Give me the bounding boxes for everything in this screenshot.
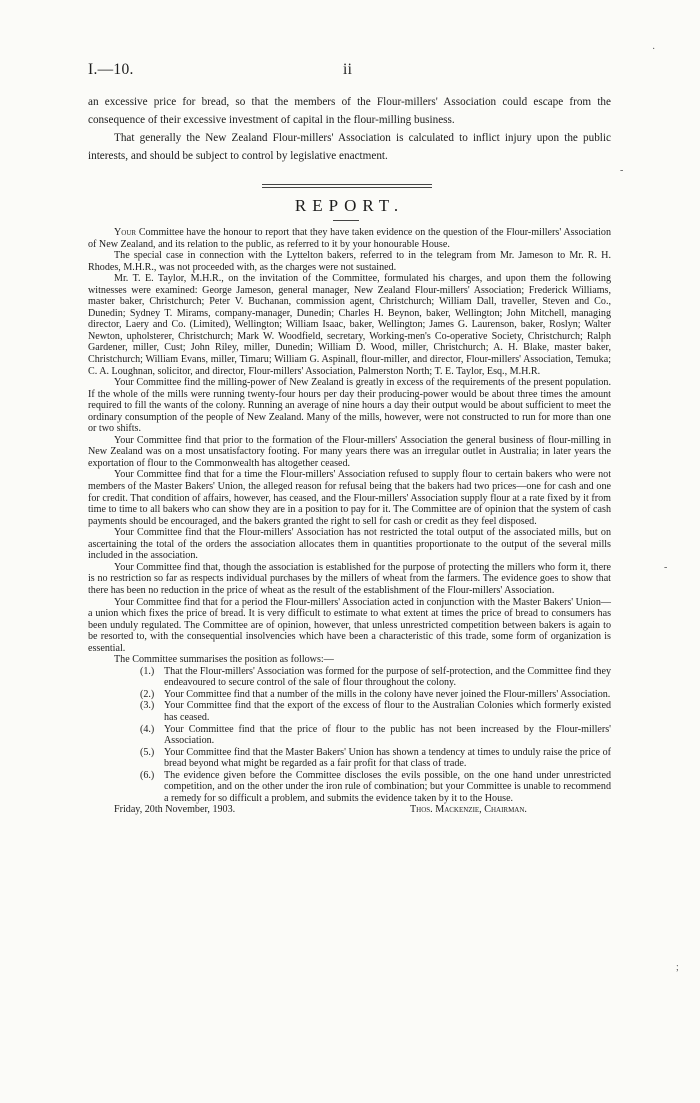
report-paragraph: Your Committee find that the Flour-millers' Association has not restricted the total output of the associated mills, but on ascertaining the total of the orders the association allocates them in quantities proportionate to the output of the several mills included in the association. — [88, 527, 611, 562]
report-title: REPORT. — [294, 196, 405, 215]
margin-mark: ; — [676, 962, 679, 973]
summary-item: (5.) Your Committee find that the Master Bakers' Union has shown a tendency at times to unduly raise the price of bread beyond what might be regarded as a fair profit for that class of trade. — [140, 746, 611, 770]
chairman-signature: Thos. Mackenzie, Chairman. — [410, 804, 527, 816]
summary-list — [88, 666, 611, 805]
summary-item: (1.) That the Flour-millers' Association was formed for the purpose of self-protection, and the Committee find they endeavoured to secure control of the sale of flour throughout the colony. — [140, 665, 611, 689]
report-paragraph: Your Committee find that, though the association is established for the purpose of protecting the millers who form it, there is no restriction so far as respects individual purchases by the millers of wheat from the farmers. The evidence goes to show that there has been no reduction in the price of wheat as the result of the establishment of the Flour-millers' Association. — [88, 561, 611, 596]
margin-mark: · — [652, 44, 656, 55]
summary-item: (2.) Your Committee find that a number of the mills in the colony have never joined the Flour-millers' Association. — [140, 688, 611, 700]
page-number: ii — [343, 61, 353, 78]
lead-word: Your — [114, 227, 137, 238]
intro-paragraph: an excessive price for bread, so that the members of the Flour-millers' Association could escape from the consequence of their excessive investment of capital in the flour-milling business. — [88, 96, 611, 127]
report-paragraph: Your Committee find that prior to the formation of the Flour-millers' Association the general business of flour-milling in New Zealand was on a most unsatisfactory footing. For many years there was an irregular outlet in Australia; in later years the exportation of flour to the Commonwealth has altogether ceased. — [88, 434, 611, 469]
paper-reference: I.—10. — [88, 61, 134, 78]
summary-item: (3.) Your Committee find that the export of the excess of flour to the Australian Colonies which formerly existed has ceased. — [140, 700, 611, 723]
signature-line — [88, 804, 611, 816]
intro-text — [88, 93, 611, 165]
title-underline — [333, 220, 359, 221]
margin-mark: - — [664, 562, 668, 573]
report-date: Friday, 20th November, 1903. — [114, 804, 236, 816]
report-paragraph: Your Committee find the milling-power of New Zealand is greatly in excess of the requirements of the present population. If the whole of the mills were running twenty-four hours per day their producing-power would be about three times the amount required to fill the wants of the colony. Running an average of nine hours a day their output would be about sufficient to meet the ordinary consumption of the people of New Zealand. Many of the mills, however, were not constructed to run for more than one or two shifts. — [88, 377, 611, 435]
report-paragraph: The special case in connection with the Lyttelton bakers, referred to in the telegram from Mr. Jameson to Mr. R. H. Rhodes, M.H.R., was not proceeded with, as the charges were not sustained. — [88, 250, 611, 273]
report-body — [88, 227, 611, 816]
page-header — [88, 61, 611, 83]
intro-paragraph: That generally the New Zealand Flour-millers' Association is calculated to inflict injury upon the public interests, and should be subject to control by legislative enactment. — [88, 132, 611, 163]
divider-rule — [262, 187, 432, 188]
report-paragraph: Your Committee find that for a time the Flour-millers' Association refused to supply flour to certain bakers who were not members of the Master Bakers' Union, the alleged reason for refusal being that the bakers had two prices—one for cash and one for credit. That condition of affairs, however, has ceased, and the Flour-millers' Association supply flour at a rate fixed by it from time to time to all bakers who can show they are in a position to pay for it. The Committee are of opinion that the system of cash payments should be encouraged, and the bakers granted the right to sell for cash or credit as they feel disposed. — [88, 469, 611, 527]
summary-intro: The Committee summarises the position as follows:— — [114, 654, 334, 666]
report-paragraph: Your Committee have the honour to report that they have taken evidence on the question of the Flour-millers' Association of New Zealand, and its relation to the public, as referred to it by your honourable House. — [88, 227, 611, 250]
divider-rule — [262, 184, 432, 185]
margin-mark: - — [620, 165, 624, 176]
report-paragraph: Mr. T. E. Taylor, M.H.R., on the invitation of the Committee, formulated his charges, and upon them the following witnesses were examined: George Jameson, general manager, New Zealand Flour-millers' Association; Frederick Williams, master baker, Christchurch; Peter V. Buchanan, commission agent, Christchurch; William Dall, traveller, Steven and Co., Dunedin; Sydney T. Mirams, company-manager, Dunedin; Charles H. Beynon, baker, Wellington; John Mitchell, managing director, Laery and Co. (Limited), Wellington; William Isaac, baker, Wellington; James G. Laurenson, baker, Roslyn; Walter Newton, upholsterer, Christchurch; Mark W. Woodfield, secretary, Working-men's Co-operative Society, Christchurch; Ralph Gardener, miller, Cust; John Riley, miller, Dunedin; William D. Wood, miller, Christchurch; A. H. Blake, master baker, Christchurch; William Evans, miller, Timaru; William G. Aspinall, flour-miller, and director, Flour-millers' Association, Temuka; C. A. Loughnan, solicitor, and director, Flour-millers' Association, Palmerston North; T. E. Taylor, Esq., M.H.R. — [88, 273, 611, 377]
summary-item: (4.) Your Committee find that the price of flour to the public has not been increased by the Flour-millers' Association. — [140, 723, 611, 747]
summary-item: (6.) The evidence given before the Committee discloses the evils possible, on the one hand under unrestricted competition, and on the other under the iron rule of combination; but your Committee is unable to recommend a remedy for so difficult a problem, and submits the evidence taken by it to the House. — [140, 769, 611, 804]
report-paragraph: Your Committee find that for a period the Flour-millers' Association acted in conjunction with the Master Bakers' Union—a union which fixes the price of bread. It is very difficult to estimate to what extent at times the price of bread to consumers has been unduly regulated. The Committee are of opinion, however, that unless unrestricted competition between bakers is again to be resorted to, with the consequential insolvencies which have been a characteristic of this trade, some form of organization is essential. — [88, 596, 611, 654]
